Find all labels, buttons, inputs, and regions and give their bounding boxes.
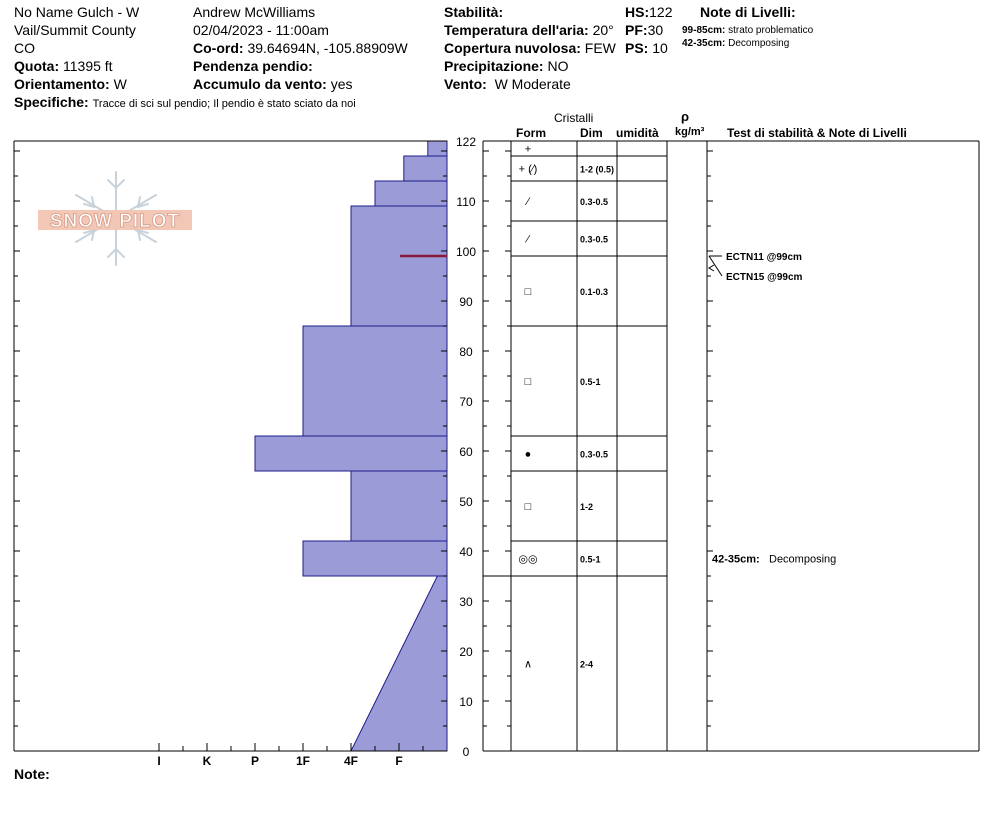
height-label-50: 50 <box>459 495 473 509</box>
header-form: Form <box>516 126 546 140</box>
height-label-30: 30 <box>459 595 473 609</box>
state: CO <box>14 40 35 56</box>
logo-text: SNOW PILOT <box>49 211 181 232</box>
layer-dim-8: 0.5-1 <box>580 554 601 565</box>
aspect-label: Orientamento: <box>14 76 110 92</box>
pf-value: 30 <box>647 22 664 38</box>
chart-frames <box>14 141 979 751</box>
hardness-layer-2 <box>375 181 447 206</box>
precip-label: Precipitazione: <box>444 58 544 74</box>
hardness-layer-8 <box>351 576 447 751</box>
hardness-label-F: F <box>395 754 403 768</box>
hardness-label-1F: 1F <box>295 754 311 768</box>
header-dim: Dim <box>580 126 603 140</box>
hardness-layer-7 <box>303 541 447 576</box>
layer-dim-9: 2-4 <box>580 659 594 670</box>
layer-dim-2: 0.3-0.5 <box>580 197 609 207</box>
cloud-label: Copertura nuvolosa: <box>444 40 581 56</box>
layer-form-1: + (⁄) <box>518 163 538 176</box>
test-leader-1 <box>709 256 722 276</box>
hardness-profile <box>255 141 447 751</box>
header-crystals: Cristalli <box>554 111 594 125</box>
height-label-40: 40 <box>459 545 473 559</box>
layer-form-0: + <box>524 143 532 156</box>
table-note-range: 42-35cm: <box>712 553 760 566</box>
table-note-text: Decomposing <box>769 553 837 566</box>
elevation-value: 11395 ft <box>63 58 113 74</box>
layer-form-7: □ <box>524 501 532 513</box>
height-label-80: 80 <box>459 345 473 359</box>
layer-form-4: □ <box>524 286 532 298</box>
layer-note-1-text: strato problematico <box>728 25 814 36</box>
hardness-label-4F: 4F <box>343 754 359 768</box>
slope-label: Pendenza pendio: <box>193 58 313 74</box>
wind-label: Vento: <box>444 76 487 92</box>
cloud-value: FEW <box>584 40 616 56</box>
ps-value: 10 <box>652 40 668 56</box>
stability-tests <box>709 252 836 566</box>
hardness-layer-5 <box>255 436 447 471</box>
layer-note-2-range: 42-35cm: <box>682 38 726 49</box>
region: Vail/Summit County <box>14 22 136 38</box>
layer-form-3: ⁄ <box>527 233 529 246</box>
height-label-20: 20 <box>459 645 473 659</box>
height-label-90: 90 <box>459 295 473 309</box>
hardness-layer-3 <box>351 206 447 326</box>
snow-pilot-logo <box>38 172 192 265</box>
test-arrow <box>709 265 714 271</box>
datetime: 02/04/2023 - 11:00am <box>193 22 329 38</box>
ps-label: PS: <box>625 40 649 56</box>
observer: Andrew McWilliams <box>193 4 316 20</box>
hardness-layer-1 <box>404 156 447 181</box>
coord-label: Co-ord: <box>193 40 244 56</box>
height-label-60: 60 <box>459 445 473 459</box>
air-temp-label: Temperatura dell'aria: <box>444 22 589 38</box>
location: No Name Gulch - W <box>14 4 140 20</box>
test-label-1: ECTN15 @99cm <box>726 272 803 283</box>
layer-notes-title: Note di Livelli: <box>700 4 796 20</box>
layer-dim-7: 1-2 <box>580 502 594 512</box>
hardness-label-I: I <box>157 754 161 768</box>
precip-value: NO <box>547 58 569 74</box>
height-label-0: 0 <box>462 745 470 759</box>
layer-form-9: ∧ <box>523 658 533 671</box>
stability-label: Stabilità: <box>444 4 504 20</box>
layer-dim-1: 1-2 (0.5) <box>580 164 615 175</box>
header-moisture: umidità <box>616 126 659 140</box>
height-label-100: 100 <box>455 245 477 259</box>
layer-form-6: ● <box>524 448 532 461</box>
layer-form-8: ◎◎ <box>518 553 538 566</box>
header-rho: ρ <box>681 109 690 124</box>
layer-dim-6: 0.3-0.5 <box>580 449 609 460</box>
wind-value: W Moderate <box>494 76 571 92</box>
note-label: Note: <box>14 766 50 782</box>
details-value: Tracce di sci sul pendio; Il pendio è stato sciato da noi <box>92 98 356 110</box>
layer-form-5: □ <box>524 376 532 388</box>
aspect-value: W <box>113 76 127 92</box>
height-label-10: 10 <box>459 695 473 709</box>
details-label: Specifiche: <box>14 94 89 110</box>
elevation-label: Quota: <box>14 58 60 74</box>
air-temp-value: 20° <box>592 22 614 38</box>
hardness-layer-0 <box>428 141 447 156</box>
layer-dim-4: 0.1-0.3 <box>580 287 609 297</box>
height-label-122: 122 <box>455 135 477 149</box>
coord-value: 39.64694N, -105.88909W <box>247 40 408 56</box>
wind-loading-value: yes <box>330 76 353 92</box>
wind-loading-label: Accumulo da vento: <box>193 76 327 92</box>
hs-value: 122 <box>649 4 673 20</box>
hardness-layer-4 <box>303 326 447 436</box>
layer-form-2: ⁄ <box>527 196 529 208</box>
height-label-110: 110 <box>456 195 476 209</box>
hardness-layer-6 <box>351 471 447 541</box>
hardness-label-K: K <box>202 754 212 768</box>
pf-label: PF: <box>625 22 648 38</box>
header-tests: Test di stabilità & Note di Livelli <box>727 126 907 140</box>
layer-dim-3: 0.3-0.5 <box>580 234 609 245</box>
height-label-70: 70 <box>459 395 473 409</box>
layer-dim-5: 0.5-1 <box>580 377 601 387</box>
hardness-label-P: P <box>250 754 260 768</box>
layer-note-1-range: 99-85cm: <box>682 25 726 36</box>
hs-label: HS: <box>625 4 650 20</box>
header-density-unit: kg/m³ <box>675 126 705 138</box>
layer-note-2-text: Decomposing <box>728 38 790 49</box>
test-label-0: ECTN11 @99cm <box>726 252 802 263</box>
